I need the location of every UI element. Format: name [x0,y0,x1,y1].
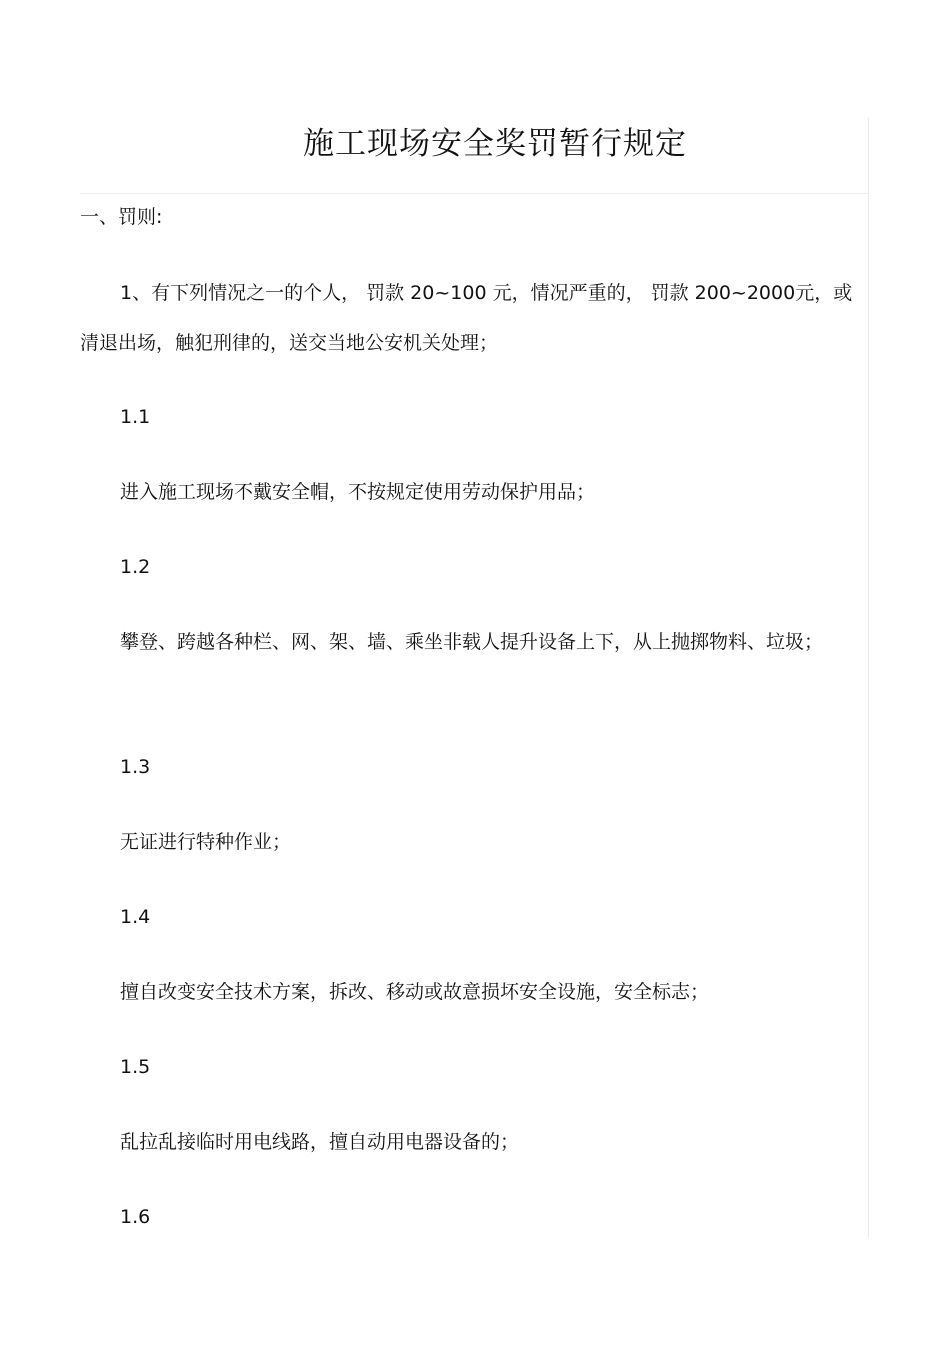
intro-paragraph: 1、有下列情况之一的个人， 罚款 20~100 元，情况严重的， 罚款 200~2000元，或清退出场，触犯刑律的，送交当地公安机关处理； [80,282,853,354]
item-text: 乱拉乱接临时用电线路，擅自动用电器设备的； [120,1131,520,1153]
item-text: 擅自改变安全技术方案，拆改、移动或故意损坏安全设施，安全标志； [120,981,710,1003]
item-number: 1.5 [120,1056,151,1078]
item-text: 无证进行特种作业； [120,831,292,853]
section-heading: 一、罚则: [80,206,163,228]
item-text: 进入施工现场不戴安全帽，不按规定使用劳动保护用品； [120,481,596,503]
document-title: 施工现场安全奖罚暂行规定 [303,126,687,162]
item-text: 攀登、跨越各种栏、网、架、墙、乘坐非载人提升设备上下，从上抛掷物料、垃圾； [120,631,824,653]
item-number: 1.4 [120,906,151,928]
item-number: 1.6 [120,1206,151,1228]
item-number: 1.3 [120,756,151,778]
item-number: 1.2 [120,556,151,578]
item-number: 1.1 [120,406,151,428]
